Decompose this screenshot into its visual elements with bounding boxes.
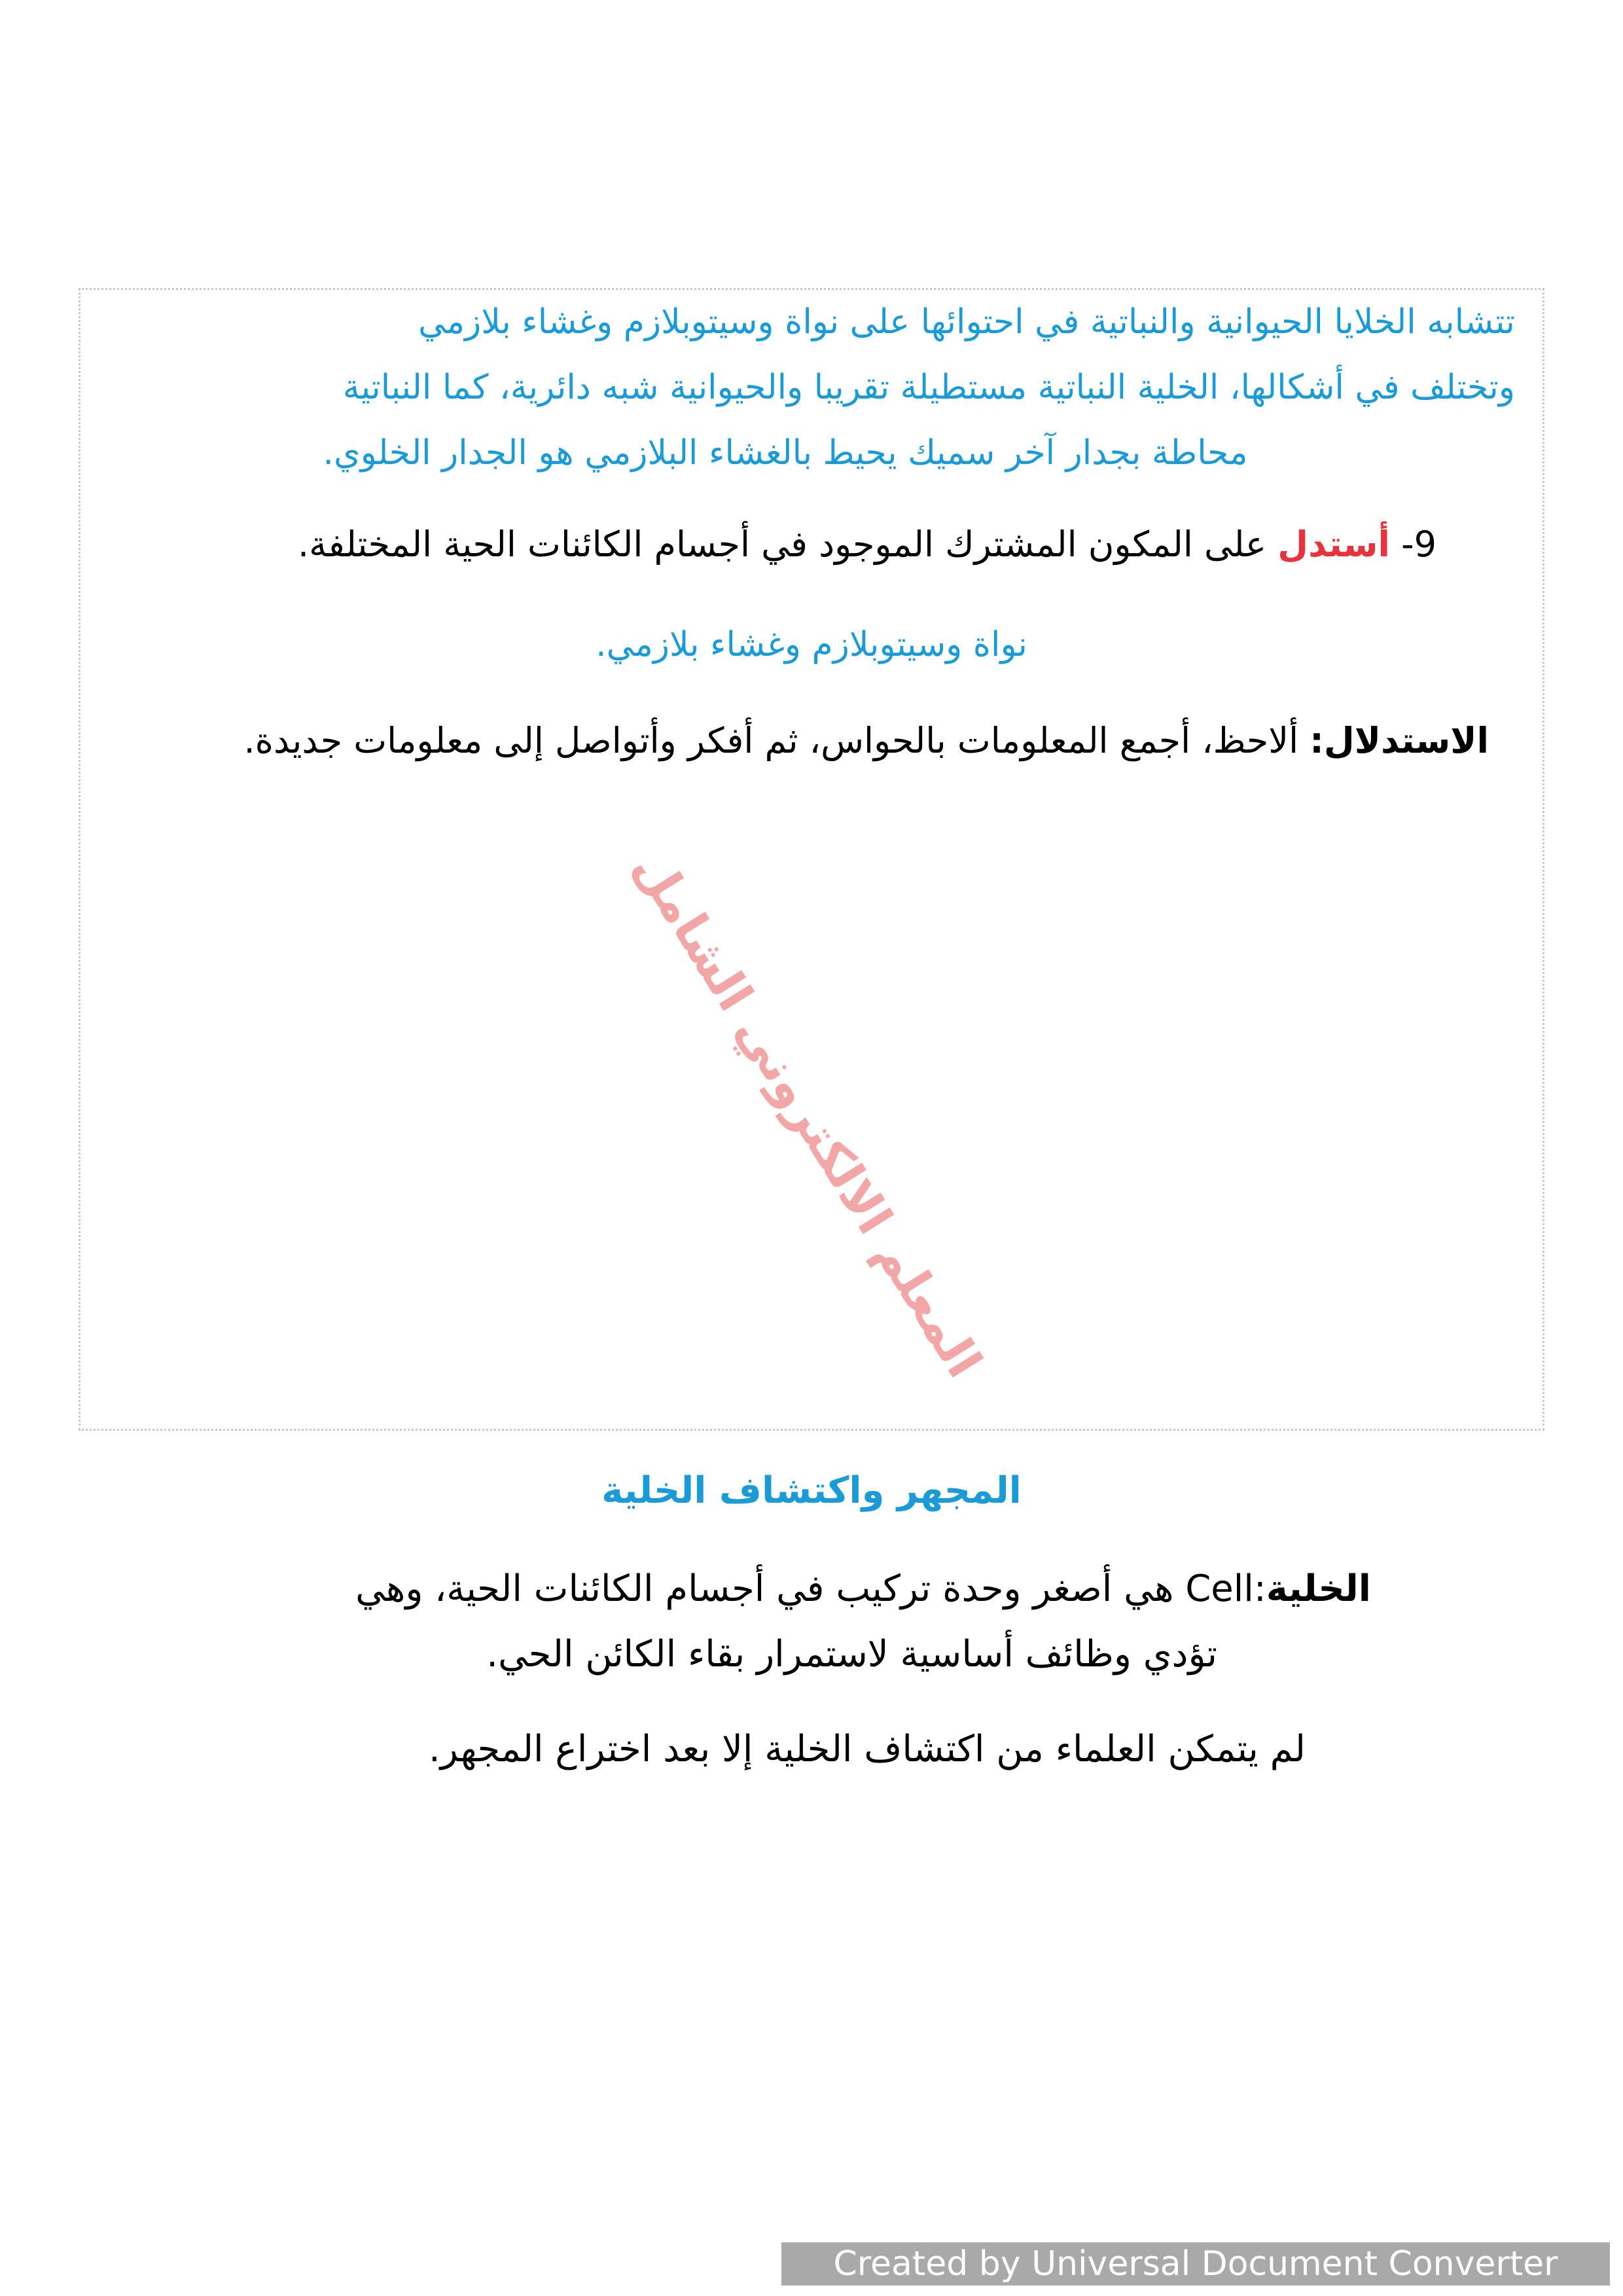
question-number: 9- bbox=[1401, 524, 1436, 565]
microscope-note: لم يتمكن العلماء من اكتشاف الخلية إلا بعد اختراع المجهر. bbox=[428, 1728, 1306, 1770]
definition-term: الاستدلال: bbox=[1310, 720, 1489, 761]
definition-text: ألاحظ، أجمع المعلومات بالحواس، ثم أفكر وأتواصل إلى معلومات جديدة. bbox=[243, 720, 1299, 761]
watermark-text: المعلم الالكتروني الشامل bbox=[622, 842, 993, 1388]
question-text: على المكون المشترك الموجود في أجسام الكائنات الحية المختلفة. bbox=[297, 524, 1267, 565]
cell-term: الخلية bbox=[1266, 1568, 1371, 1610]
inference-definition bbox=[244, 720, 1489, 761]
converter-badge: Created by Universal Document Converter bbox=[781, 2242, 1610, 2286]
question-keyword: أستدل bbox=[1277, 524, 1390, 565]
section-heading: المجهر واكتشاف الخلية bbox=[601, 1469, 1022, 1512]
cell-definition-line-1 bbox=[355, 1568, 1371, 1610]
paragraph-line-2: وتختلف في أشكالها، الخلية النباتية مستطيلة تقريبا والحيوانية شبه دائرية، كما النباتية bbox=[342, 368, 1515, 407]
cell-latin: Cell: bbox=[1185, 1568, 1266, 1610]
paragraph-line-3: محاطة بجدار آخر سميك يحيط بالغشاء البلازمي هو الجدار الخلوي. bbox=[323, 433, 1248, 473]
question-9 bbox=[298, 524, 1436, 565]
answer-text: نواة وسيتوبلازم وغشاء بلازمي. bbox=[596, 625, 1027, 664]
paragraph-line-1: تتشابه الخلايا الحيوانية والنباتية في احتوائها على نواة وسيتوبلازم وغشاء بلازمي bbox=[418, 302, 1515, 342]
cell-definition-text: هي أصغر وحدة تركيب في أجسام الكائنات الحية، وهي bbox=[355, 1568, 1174, 1610]
cell-definition-line-2: تؤدي وظائف أساسية لاستمرار بقاء الكائن الحي. bbox=[486, 1633, 1217, 1676]
